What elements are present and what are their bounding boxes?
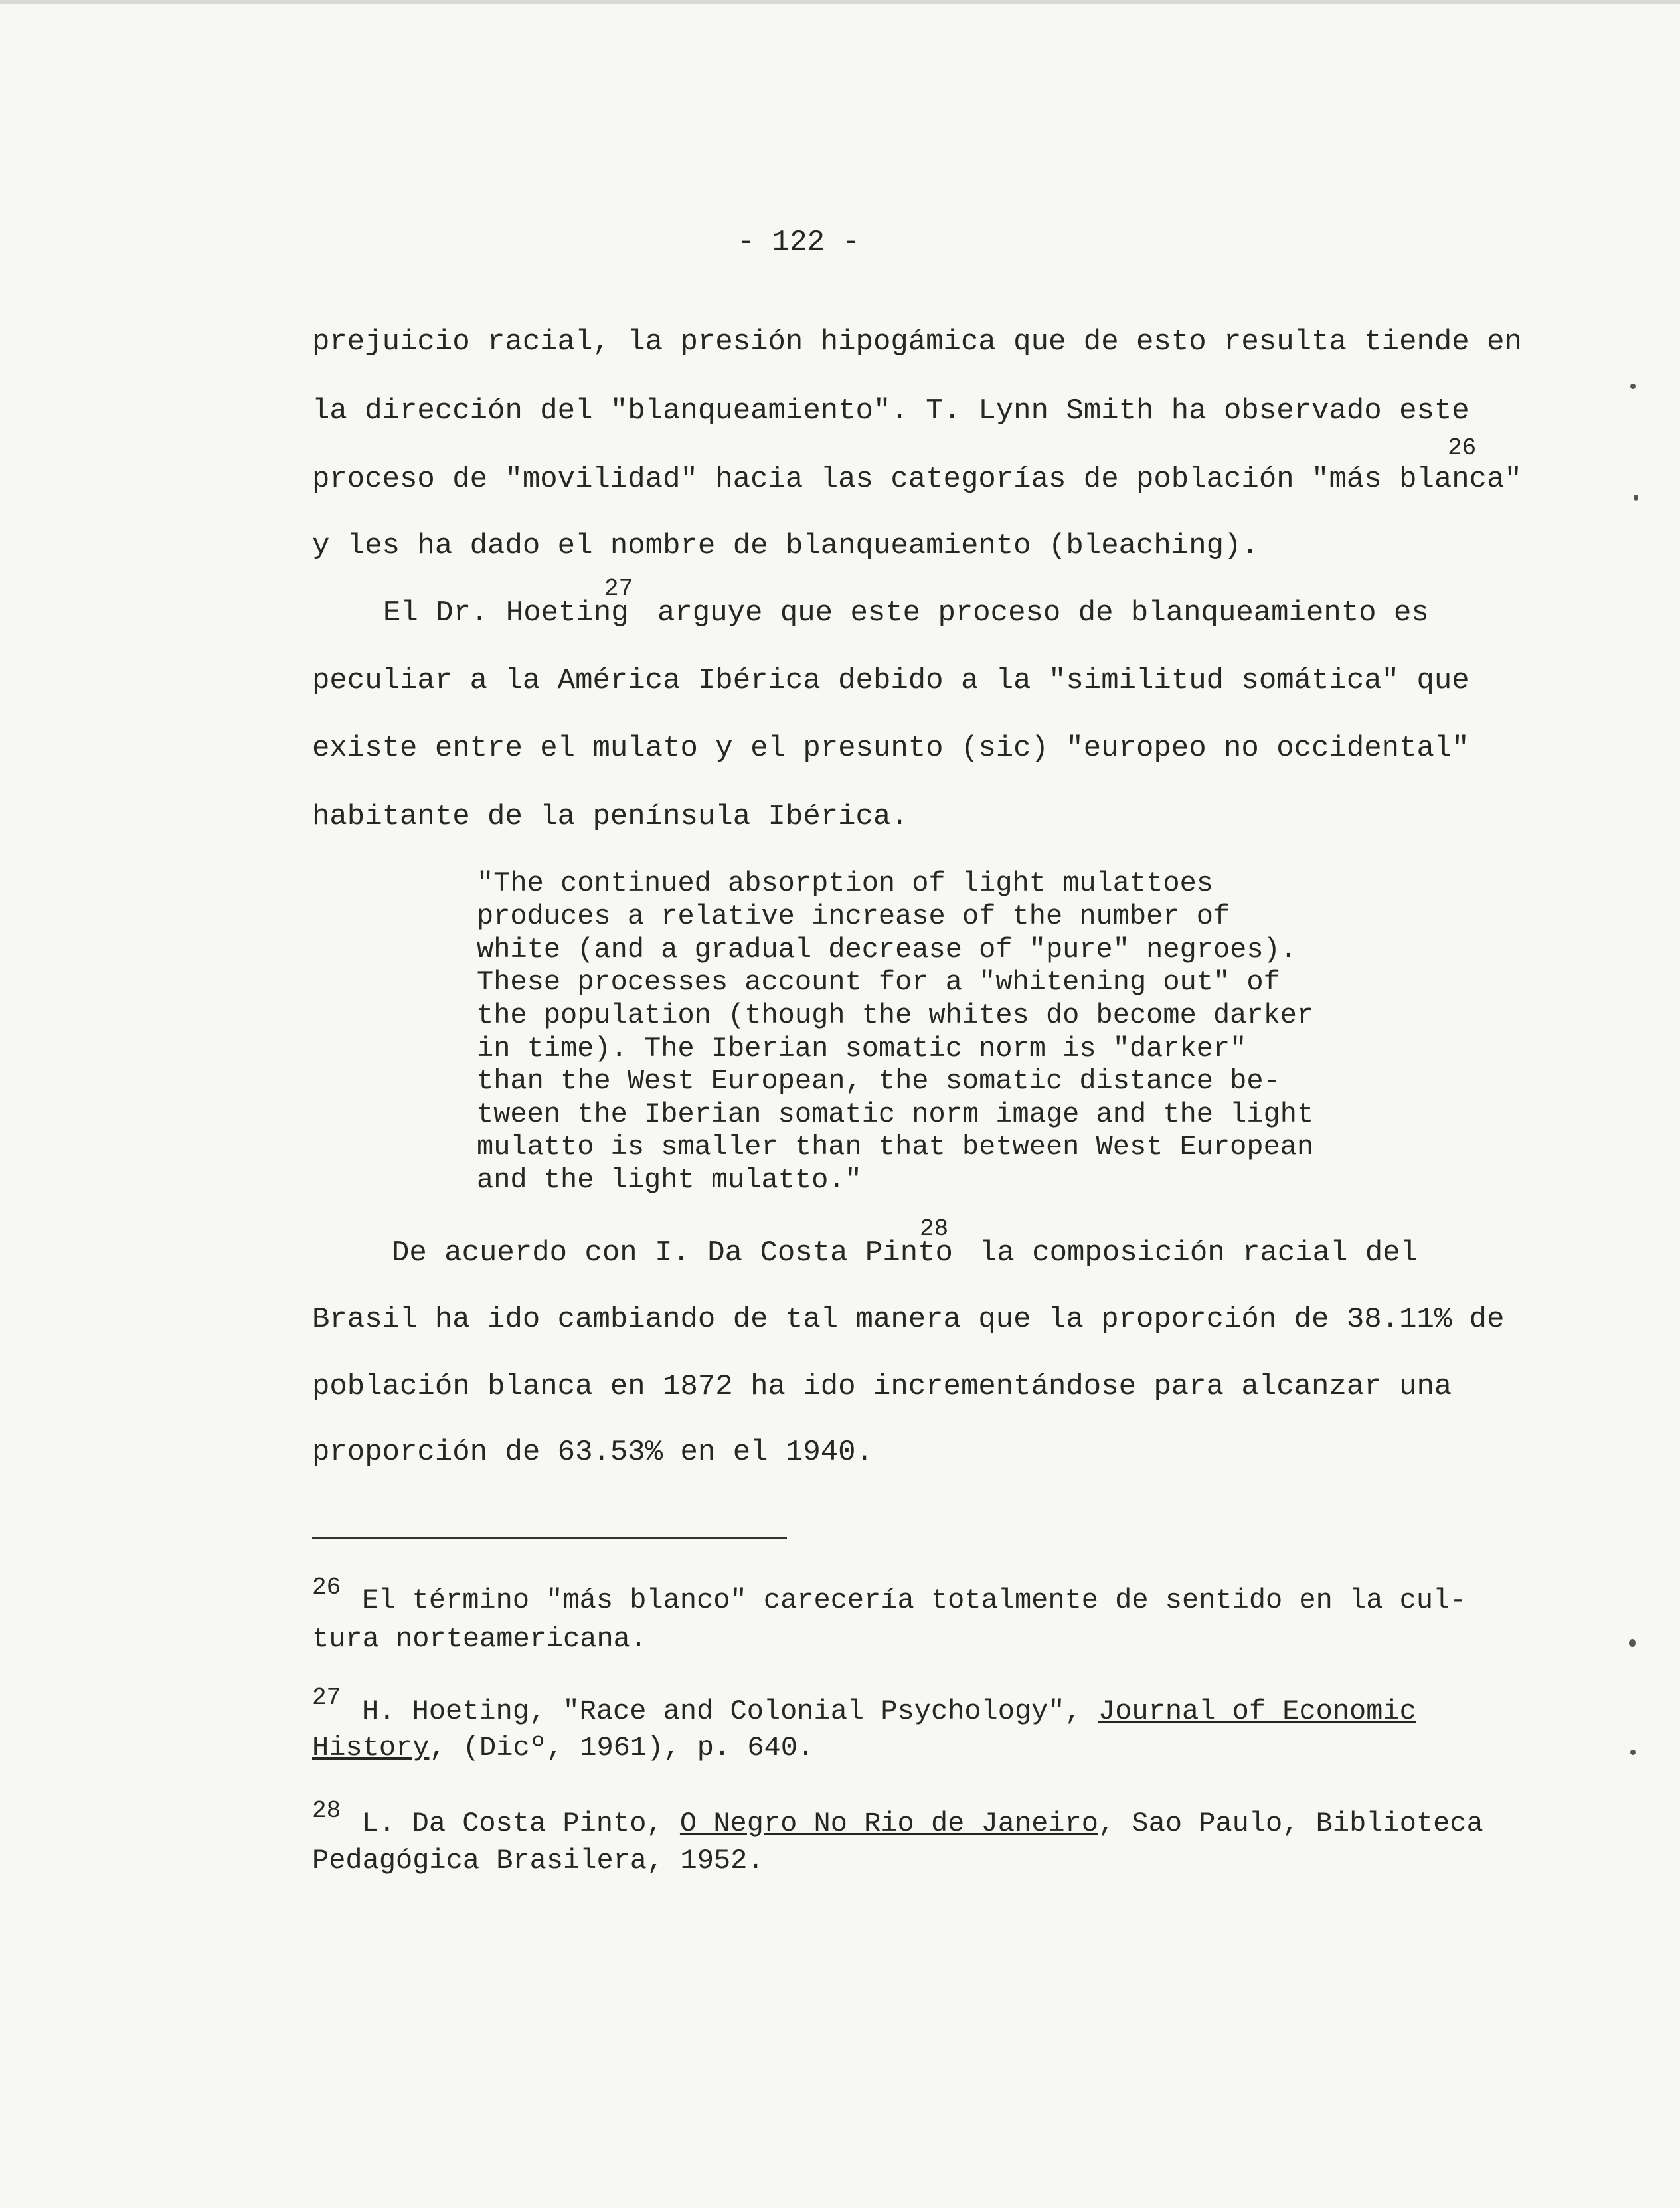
quote-line5: the population (though the whites do become darker xyxy=(477,999,1314,1031)
footnote-ref-27: 27 xyxy=(604,575,633,602)
quote-line7: than the West European, the somatic distance be- xyxy=(477,1065,1280,1097)
paragraph1-line1: prejuicio racial, la presión hipogámica que de esto resulta tiende en xyxy=(312,325,1522,359)
footnote-28-line1 xyxy=(362,1808,1483,1839)
paragraph3-line1-end: la composición racial del xyxy=(979,1236,1418,1270)
quote-line4: These processes account for a "whitening out" of xyxy=(477,966,1280,998)
footnote-ref-26: 26 xyxy=(1448,434,1477,462)
quote-line6: in time). The Iberian somatic norm is "darker" xyxy=(477,1033,1247,1064)
paragraph1-line2: la dirección del "blanqueamiento". T. Lynn Smith ha observado este xyxy=(312,394,1470,428)
footnote-28-line2: Pedagógica Brasilera, 1952. xyxy=(312,1845,764,1877)
footnote-27-number: 27 xyxy=(312,1684,341,1711)
scan-top-edge xyxy=(0,0,1680,4)
paragraph2-line2: peculiar a la América Ibérica debido a la "similitud somática" que xyxy=(312,664,1470,697)
paragraph2-line1-start: El Dr. Hoeting xyxy=(383,596,629,630)
scan-speck xyxy=(1634,495,1638,501)
footnote-28-author: L. Da Costa Pinto, xyxy=(362,1808,663,1839)
footnote-27-journal-cont: History xyxy=(312,1732,430,1764)
paragraph3-line1-start: De acuerdo con I. Da Costa Pinto xyxy=(392,1236,953,1270)
quote-line2: produces a relative increase of the number of xyxy=(477,900,1230,932)
footnote-27-journal: Journal of Economic xyxy=(1098,1695,1416,1727)
footnote-26-number: 26 xyxy=(312,1574,341,1601)
footnote-26-line2: tura norteamericana. xyxy=(312,1623,647,1655)
quote-line9: mulatto is smaller than that between West European xyxy=(477,1131,1314,1163)
quote-line8: tween the Iberian somatic norm image and the light xyxy=(477,1098,1314,1130)
paragraph2-line3: existe entre el mulato y el presunto (sic) "europeo no occidental" xyxy=(312,732,1470,765)
scan-speck xyxy=(1630,384,1636,389)
footnote-28-publisher: , Sao Paulo, Biblioteca xyxy=(1098,1808,1483,1839)
footnote-26-line1: El término "más blanco" carecería totalmente de sentido en la cul- xyxy=(362,1584,1467,1616)
paragraph3-line3: población blanca en 1872 ha ido incrementándose para alcanzar una xyxy=(312,1370,1452,1403)
footnote-27-date: , (Dicº, 1961), p. 640. xyxy=(429,1732,815,1764)
paragraph3-line4: proporción de 63.53% en el 1940. xyxy=(312,1436,873,1469)
scan-speck xyxy=(1629,1639,1636,1647)
footnote-27-line1 xyxy=(362,1695,1416,1727)
footnote-separator xyxy=(312,1537,787,1539)
quote-line1: "The continued absorption of light mulattoes xyxy=(477,867,1213,899)
paragraph2-line4: habitante de la península Ibérica. xyxy=(312,800,908,833)
paragraph1-line4: y les ha dado el nombre de blanqueamiento (bleaching). xyxy=(312,529,1259,562)
footnote-28-number: 28 xyxy=(312,1797,341,1824)
paragraph2-line1-end: arguye que este proceso de blanqueamiento es xyxy=(657,596,1429,630)
footnote-28-title: O Negro No Rio de Janeiro xyxy=(679,1808,1099,1839)
footnote-ref-28: 28 xyxy=(920,1215,949,1242)
quote-line3: white (and a gradual decrease of "pure" negroes). xyxy=(477,934,1298,966)
scan-speck xyxy=(1630,1750,1636,1755)
footnote-27-citation: H. Hoeting, "Race and Colonial Psychology", xyxy=(362,1695,1082,1727)
paragraph1-line3: proceso de "movilidad" hacia las categorías de población "más blanca" xyxy=(312,463,1522,496)
quote-line10: and the light mulatto." xyxy=(477,1164,862,1196)
page-number: - 122 - xyxy=(737,226,860,259)
footnote-27-line2 xyxy=(312,1732,814,1764)
paragraph3-line2: Brasil ha ido cambiando de tal manera que la proporción de 38.11% de xyxy=(312,1303,1505,1336)
